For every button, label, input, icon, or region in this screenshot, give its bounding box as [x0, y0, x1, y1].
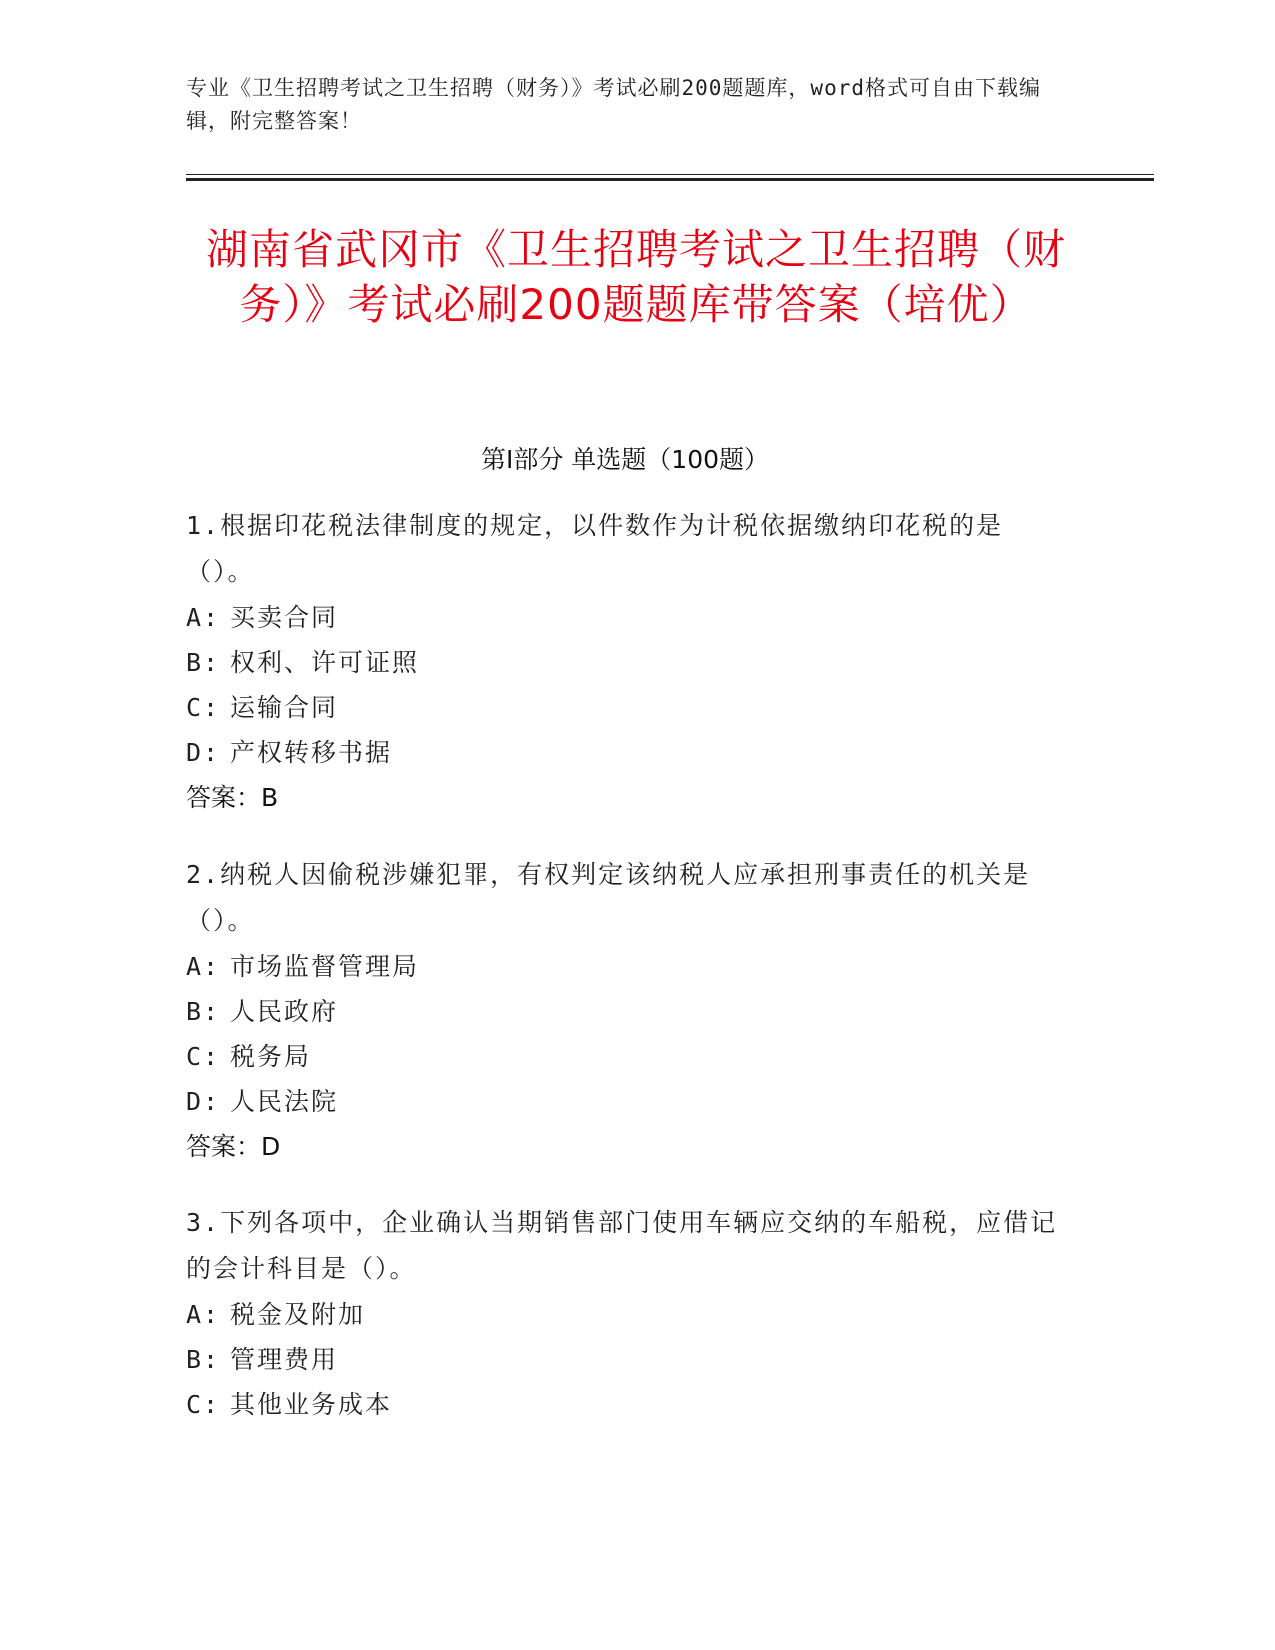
header-divider-thick — [186, 178, 1154, 181]
answer-line: 答案：D — [186, 1132, 281, 1161]
option-b — [186, 989, 1066, 1034]
option-letter: A: — [186, 952, 221, 981]
question-2 — [186, 852, 1066, 1170]
option-c — [186, 1034, 1066, 1079]
option-text: 运输合同 — [230, 693, 339, 722]
option-text: 税务局 — [230, 1042, 312, 1071]
header-note: 专业《卫生招聘考试之卫生招聘（财务）》考试必刷200题题库，word格式可自由下载编辑，附完整答案！ — [186, 76, 1041, 133]
option-letter: D: — [186, 1087, 221, 1116]
document-title: 湖南省武冈市《卫生招聘考试之卫生招聘（财务）》考试必刷200题题库带答案（培优） — [205, 225, 1066, 329]
option-text: 人民法院 — [230, 1087, 339, 1116]
option-text: 税金及附加 — [230, 1300, 366, 1329]
option-letter: B: — [186, 1345, 221, 1374]
option-text: 权利、许可证照 — [230, 648, 420, 677]
option-letter: A: — [186, 1300, 221, 1329]
question-1 — [186, 503, 1066, 821]
option-a — [186, 1292, 1066, 1337]
option-b — [186, 1337, 1066, 1382]
option-text: 管理费用 — [230, 1345, 339, 1374]
header-divider-thin — [186, 174, 1154, 175]
option-letter: C: — [186, 1042, 221, 1071]
option-d — [186, 1079, 1066, 1124]
option-text: 买卖合同 — [230, 603, 339, 632]
answer-line: 答案：B — [186, 783, 279, 812]
option-b — [186, 640, 1066, 685]
option-text: 其他业务成本 — [230, 1390, 393, 1419]
question-stem: 3.下列各项中，企业确认当期销售部门使用车辆应交纳的车船税，应借记的会计科目是（）。 — [186, 1208, 1058, 1283]
option-letter: B: — [186, 997, 221, 1026]
option-text: 产权转移书据 — [230, 738, 393, 767]
option-a — [186, 944, 1066, 989]
question-stem: 2.纳税人因偷税涉嫌犯罪，有权判定该纳税人应承担刑事责任的机关是（）。 — [186, 860, 1031, 935]
section-title: 第I部分 单选题（100题） — [480, 445, 770, 474]
option-letter: B: — [186, 648, 221, 677]
option-text: 人民政府 — [230, 997, 339, 1026]
option-letter: D: — [186, 738, 221, 767]
question-3 — [186, 1200, 1066, 1427]
option-text: 市场监督管理局 — [230, 952, 420, 981]
option-d — [186, 730, 1066, 775]
option-letter: C: — [186, 1390, 221, 1419]
option-c — [186, 685, 1066, 730]
question-stem: 1.根据印花税法律制度的规定，以件数作为计税依据缴纳印花税的是（）。 — [186, 511, 1004, 586]
option-a — [186, 595, 1066, 640]
option-c — [186, 1382, 1066, 1427]
option-letter: C: — [186, 693, 221, 722]
option-letter: A: — [186, 603, 221, 632]
